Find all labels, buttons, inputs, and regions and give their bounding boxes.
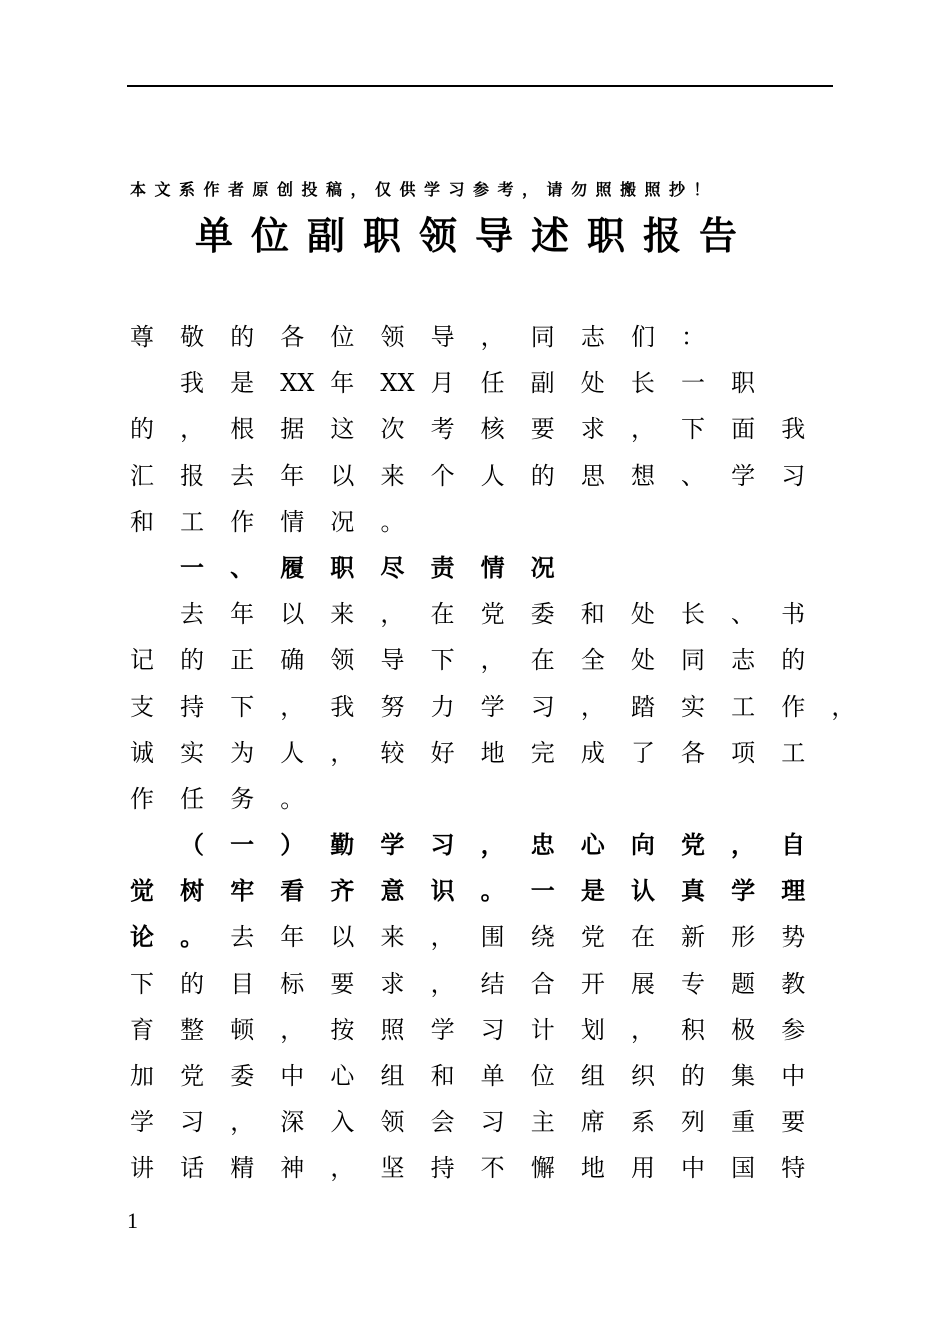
text-line	[130, 822, 850, 868]
text-line	[130, 1099, 850, 1145]
page-number: 1	[127, 1208, 138, 1233]
text-segment: 作 任 务 。	[130, 784, 305, 813]
text-line	[130, 406, 850, 452]
copyright-notice: 本文系作者原创投稿，仅供学习参考，请勿照搬照抄！	[130, 180, 719, 199]
text-line	[130, 1053, 850, 1099]
document-title: 单位副职领导述职报告	[194, 213, 755, 258]
text-segment: （ 一 ） 勤 学 习 ， 忠 心 向 党 ， 自	[180, 830, 806, 860]
text-segment: 去 年 以 来 ， 围 绕 党 在 新 形 势	[230, 923, 806, 952]
text-segment: 去 年 以 来 ， 在 党 委 和 处 长 、 书	[180, 600, 806, 629]
text-line	[130, 453, 850, 499]
text-segment: 论 。	[130, 922, 205, 952]
text-segment: 记 的 正 确 领 导 下 ， 在 全 处 同 志 的	[130, 646, 806, 675]
text-segment: 汇 报 去 年 以 来 个 人 的 思 想 、 学 习	[130, 461, 806, 490]
text-segment: 育 整 顿 ， 按 照 学 习 计 划 ， 积 极 参	[130, 1015, 806, 1044]
text-line	[130, 360, 850, 406]
text-segment: 讲 话 精 神 ， 坚 持 不 懈 地 用 中 国 特	[130, 1154, 806, 1183]
header-rule	[127, 85, 833, 87]
text-line	[130, 314, 850, 360]
text-line	[130, 1007, 850, 1053]
text-line	[130, 730, 850, 776]
text-segment: 觉 树 牢 看 齐 意 识 。 一 是 认 真 学 理	[130, 876, 806, 906]
text-segment: 诚 实 为 人 ， 较 好 地 完 成 了 各 项 工	[130, 738, 806, 767]
text-segment: 尊 敬 的 各 位 领 导 ， 同 志 们 ：	[130, 323, 706, 351]
text-segment: 的 ， 根 据 这 次 考 核 要 求 ， 下 面 我	[130, 415, 806, 444]
text-line	[130, 961, 850, 1007]
text-segment: 支 持 下 ， 我 努 力 学 习 ， 踏 实 工 作 ，	[130, 692, 856, 721]
text-line	[130, 868, 850, 914]
text-line	[130, 545, 850, 591]
text-segment: 加 党 委 中 心 组 和 单 位 组 织 的 集 中	[130, 1062, 806, 1090]
text-line	[130, 776, 850, 822]
text-segment: 下 的 目 标 要 求 ， 结 合 开 展 专 题 教	[130, 969, 806, 998]
text-line	[130, 1145, 850, 1191]
text-line	[130, 637, 850, 683]
text-line	[130, 591, 850, 637]
text-segment: 一 、 履 职 尽 责 情 况	[180, 552, 555, 582]
text-line	[130, 684, 856, 730]
text-line	[130, 499, 850, 545]
text-segment: 我 是 XX 年 XX 月 任 副 处 长 一 职	[180, 369, 756, 398]
document-body	[130, 314, 856, 1192]
text-line	[130, 914, 850, 960]
text-segment: 学 习 ， 深 入 领 会 习 主 席 系 列 重 要	[130, 1108, 806, 1137]
text-segment: 和 工 作 情 况 。	[130, 507, 405, 536]
